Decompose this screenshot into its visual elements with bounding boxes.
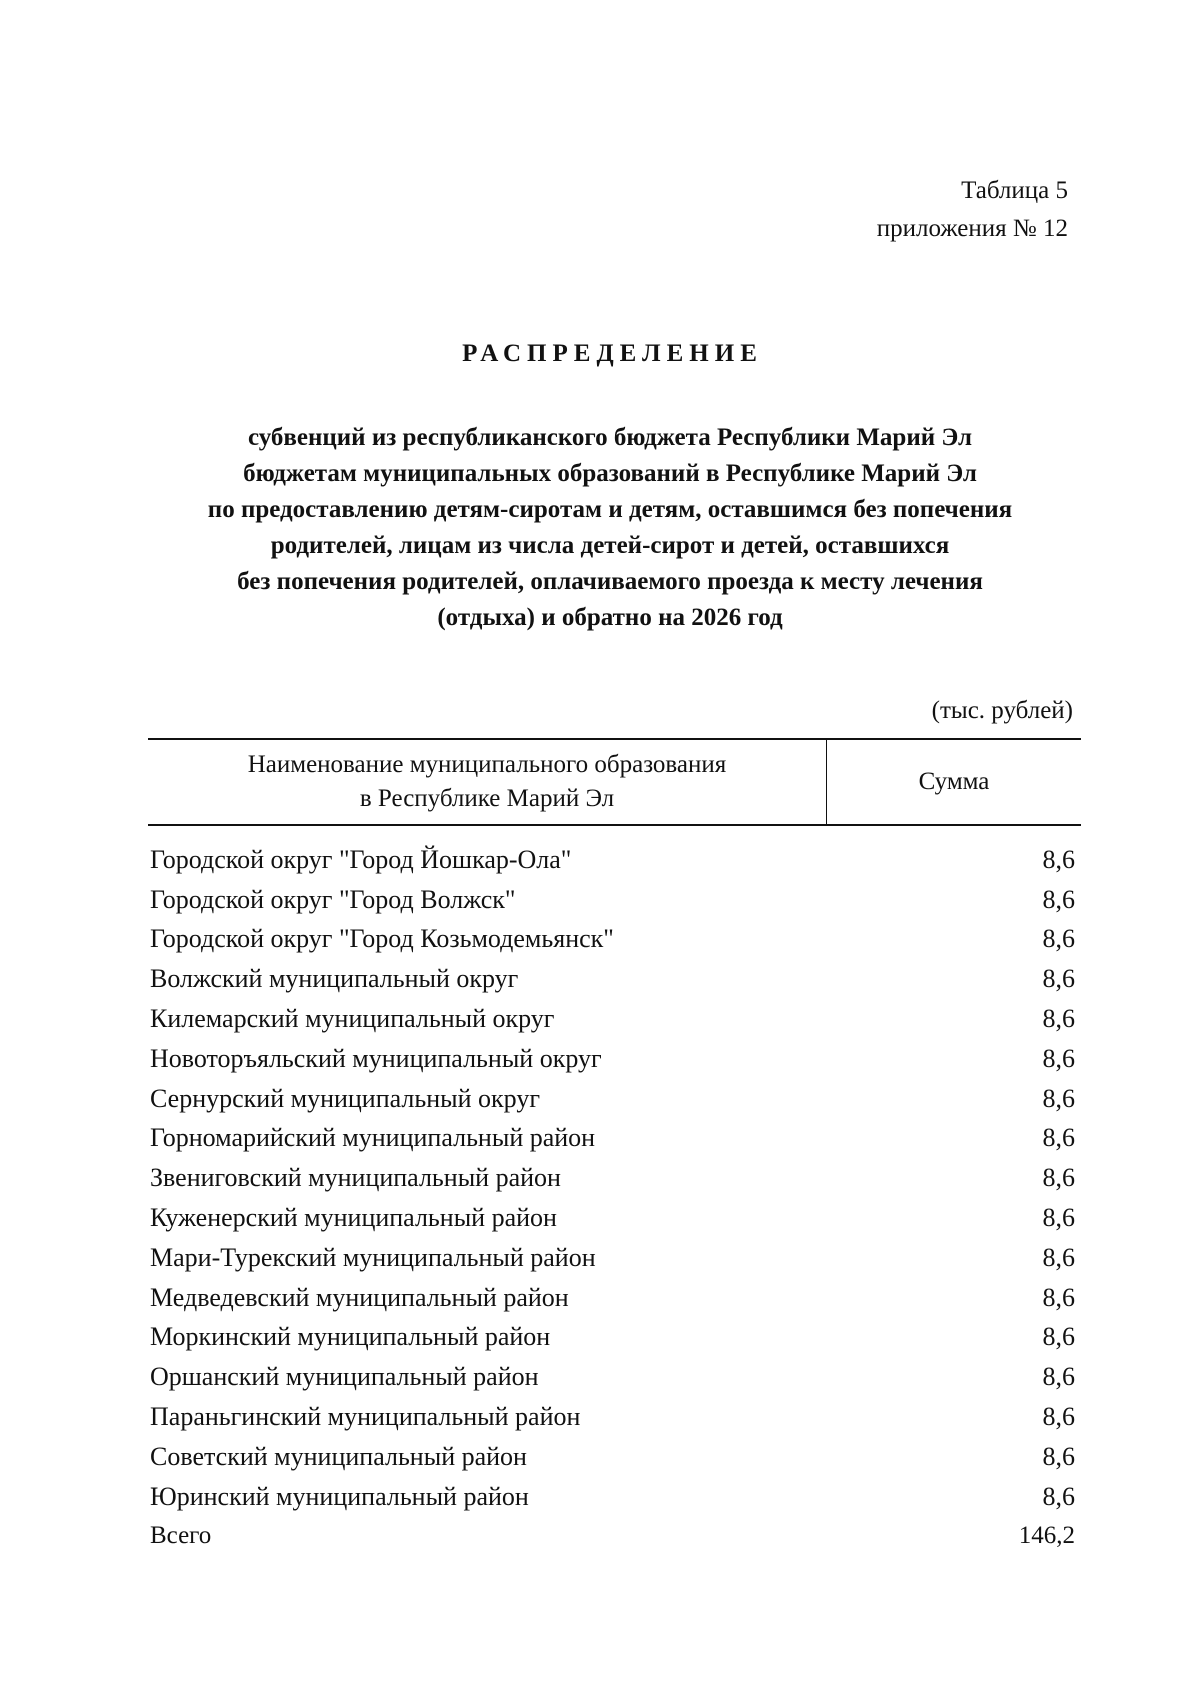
subtitle-line: родителей, лицам из числа детей-сирот и детей, оставшихся xyxy=(270,532,950,559)
row-name: Советский муниципальный район xyxy=(150,1441,527,1471)
table-row xyxy=(148,1158,1081,1198)
total-label: Всего xyxy=(150,1522,212,1550)
table-header xyxy=(148,738,1081,826)
total-value: 146,2 xyxy=(1018,1522,1075,1550)
units-label: (тыс. рублей) xyxy=(931,697,1073,724)
table-row xyxy=(148,1437,1081,1477)
table-total-row xyxy=(148,1517,1081,1557)
row-value: 8,6 xyxy=(1042,1043,1075,1073)
row-name: Мари-Турекский муниципальный район xyxy=(150,1242,596,1272)
table-row xyxy=(148,840,1081,880)
row-value: 8,6 xyxy=(1042,1282,1075,1312)
row-name: Сернурский муниципальный округ xyxy=(150,1083,540,1113)
table-row xyxy=(148,1079,1081,1119)
row-name: Оршанский муниципальный район xyxy=(150,1362,539,1392)
table-row xyxy=(148,880,1081,920)
row-name: Звениговский муниципальный район xyxy=(150,1163,561,1193)
row-name: Городской округ "Город Йошкар-Ола" xyxy=(150,844,572,874)
table-row xyxy=(148,1238,1081,1278)
subtitle-line: субвенций из республиканского бюджета Республики Марий Эл xyxy=(247,424,973,451)
row-value: 8,6 xyxy=(1042,884,1075,914)
row-name: Килемарский муниципальный округ xyxy=(150,1004,555,1034)
column-header-name xyxy=(148,740,827,824)
subtitle-line: бюджетам муниципальных образований в Республике Марий Эл xyxy=(243,460,977,487)
subtitle-line: по предоставлению детям-сиротам и детям, оставшимся без попечения xyxy=(207,496,1013,523)
column-header-name-line1: Наименование муниципального образования xyxy=(247,751,727,778)
row-value: 8,6 xyxy=(1042,1322,1075,1352)
row-name: Новоторъяльский муниципальный округ xyxy=(150,1043,602,1073)
row-value: 8,6 xyxy=(1042,1083,1075,1113)
row-value: 8,6 xyxy=(1042,1203,1075,1233)
table-row xyxy=(148,1198,1081,1238)
row-value: 8,6 xyxy=(1042,1441,1075,1471)
table-row xyxy=(148,1039,1081,1079)
row-value: 8,6 xyxy=(1042,844,1075,874)
column-header-name-line2: в Республике Марий Эл xyxy=(359,785,615,812)
row-name: Волжский муниципальный округ xyxy=(150,964,519,994)
table-row xyxy=(148,999,1081,1039)
subtitle-line: без попечения родителей, оплачиваемого проезда к месту лечения xyxy=(237,568,983,595)
row-value: 8,6 xyxy=(1042,1163,1075,1193)
table-row xyxy=(148,1357,1081,1397)
table-label: Таблица 5 xyxy=(961,177,1068,204)
table-row xyxy=(148,920,1081,960)
table-row xyxy=(148,1119,1081,1159)
row-value: 8,6 xyxy=(1042,1242,1075,1272)
table-row xyxy=(148,1477,1081,1517)
row-name: Куженерский муниципальный район xyxy=(150,1203,557,1233)
row-name: Моркинский муниципальный район xyxy=(150,1322,551,1352)
distribution-table xyxy=(148,738,1081,1556)
appendix-label: приложения № 12 xyxy=(876,215,1068,242)
row-name: Городской округ "Город Козьмодемьянск" xyxy=(150,924,614,954)
subtitle-line: (отдыха) и обратно на 2026 год xyxy=(437,604,783,631)
document-title: РАСПРЕДЕЛЕНИЕ xyxy=(462,340,763,367)
row-name: Горномарийский муниципальный район xyxy=(150,1123,596,1153)
row-name: Юринский муниципальный район xyxy=(150,1481,529,1511)
row-name: Городской округ "Город Волжск" xyxy=(150,884,516,914)
row-value: 8,6 xyxy=(1042,1481,1075,1511)
row-name: Медведевский муниципальный район xyxy=(150,1282,569,1312)
row-value: 8,6 xyxy=(1042,1362,1075,1392)
table-row xyxy=(148,1318,1081,1358)
row-value: 8,6 xyxy=(1042,924,1075,954)
row-value: 8,6 xyxy=(1042,1402,1075,1432)
column-header-sum: Сумма xyxy=(918,768,990,795)
document-subtitle xyxy=(150,420,1070,636)
table-row xyxy=(148,959,1081,999)
table-reference xyxy=(877,172,1068,248)
table-row xyxy=(148,1278,1081,1318)
row-name: Параньгинский муниципальный район xyxy=(150,1402,581,1432)
table-row xyxy=(148,1397,1081,1437)
row-value: 8,6 xyxy=(1042,964,1075,994)
table-body xyxy=(148,826,1081,1556)
row-value: 8,6 xyxy=(1042,1004,1075,1034)
row-value: 8,6 xyxy=(1042,1123,1075,1153)
